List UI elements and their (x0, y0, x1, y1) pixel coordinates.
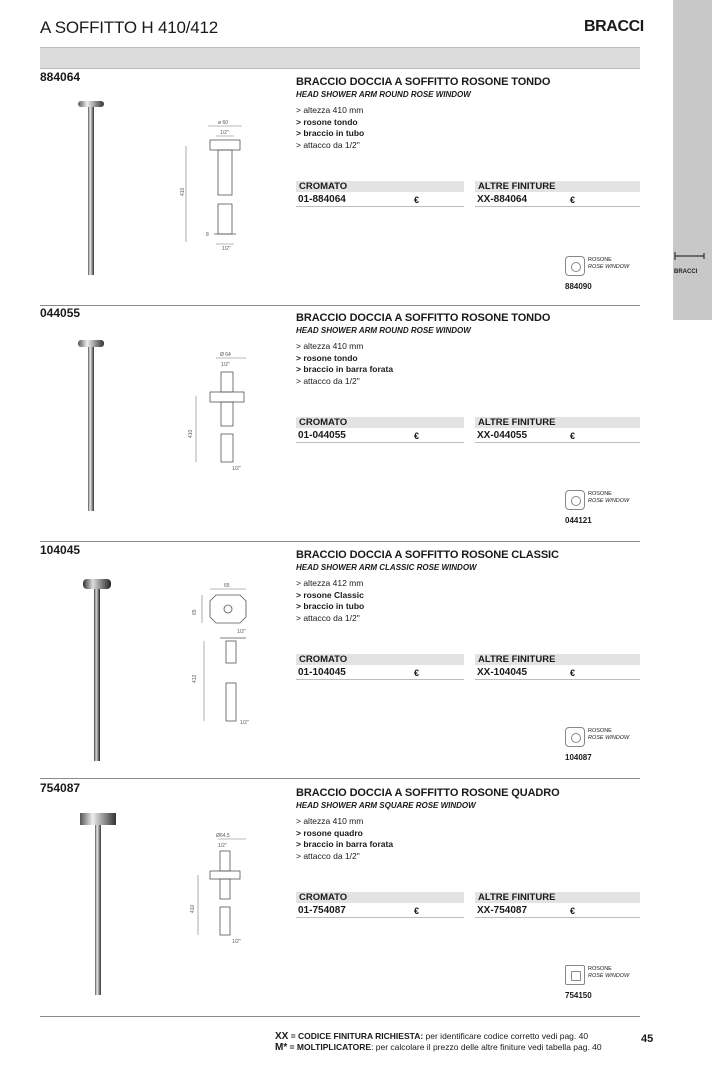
product-block (40, 306, 640, 542)
spec-item: > braccio in barra forata (296, 839, 394, 849)
product-subtitle: HEAD SHOWER ARM CLASSIC ROSE WINDOW (296, 563, 477, 572)
product-title: BRACCIO DOCCIA A SOFFITTO ROSONE QUADRO (296, 787, 560, 799)
alt-rose-label: ROSONE ROSE WINDOW (588, 728, 630, 741)
technical-drawing (190, 831, 270, 946)
dim-height: 412 (192, 674, 198, 683)
dim-thread-top: 1/2" (218, 843, 227, 849)
chrome-price (296, 654, 464, 684)
dim-height: 410 (188, 429, 194, 438)
page-number: 45 (641, 1033, 654, 1045)
technical-drawing (190, 583, 270, 728)
dim-thread-top: 1/2" (220, 130, 229, 136)
alt-rose-label: ROSONE ROSE WINDOW (588, 257, 630, 270)
spec-item: > altezza 412 mm (296, 578, 364, 588)
rose-window-icon (565, 727, 585, 747)
product-code: 044055 (40, 306, 81, 320)
rose-window-square-icon (565, 965, 585, 985)
alt-rose-code: 754150 (565, 991, 592, 1000)
product-block (40, 781, 640, 1011)
spec-item: > attacco da 1/2" (296, 375, 360, 386)
product-block (40, 70, 640, 306)
product-image (76, 336, 106, 516)
chrome-price (296, 417, 464, 447)
rose-window-icon (565, 256, 585, 276)
currency-symbol: € (570, 431, 576, 441)
chrome-header: CROMATO (296, 892, 464, 903)
product-image (76, 95, 106, 305)
other-finishes-code: XX-884064 (477, 194, 528, 205)
other-finishes-price (475, 892, 640, 922)
spec-item: > rosone Classic (296, 589, 364, 600)
chrome-code: 01-104045 (298, 667, 346, 678)
spec-item: > braccio in barra forata (296, 364, 394, 374)
spec-item: > altezza 410 mm (296, 341, 364, 351)
dim-thread-bottom: 1/2" (232, 939, 241, 945)
product-code: 104045 (40, 543, 81, 557)
spec-item: > altezza 410 mm (296, 105, 364, 115)
product-code: 884064 (40, 70, 81, 84)
spec-item: > rosone tondo (296, 116, 358, 127)
footer-note-m: M* = MOLTIPLICATORE: per calcolare il prezzo delle altre finiture vedi tabella pag. 40 (275, 1042, 602, 1053)
dim-thread-bottom: 1/2" (232, 466, 241, 472)
other-finishes-header: ALTRE FINITURE (475, 417, 640, 428)
dim-diameter: Ø64,5 (216, 833, 230, 839)
dim-thread-top: 1/2" (221, 362, 230, 368)
currency-symbol: € (570, 195, 576, 205)
spec-item: > attacco da 1/2" (296, 139, 360, 150)
spec-item: > attacco da 1/2" (296, 850, 360, 861)
spec-item: > braccio in tubo (296, 601, 365, 611)
spec-item: > rosone tondo (296, 352, 358, 363)
other-finishes-price (475, 417, 640, 447)
chrome-header: CROMATO (296, 654, 464, 665)
divider (40, 778, 640, 779)
other-finishes-code: XX-104045 (477, 667, 528, 678)
shower-arm-icon (674, 250, 708, 262)
alt-rose-code: 044121 (565, 516, 592, 525)
header-bar (40, 47, 640, 69)
dim-diameter: ø 60 (218, 120, 229, 126)
chrome-code: 01-884064 (298, 194, 346, 205)
footer-notes (275, 1031, 602, 1053)
other-finishes-code: XX-754087 (477, 905, 528, 916)
dim-thread-bottom: 1/2" (240, 720, 249, 726)
spec-item: > rosone quadro (296, 827, 363, 838)
chrome-price (296, 181, 464, 211)
product-image (78, 811, 118, 999)
product-subtitle: HEAD SHOWER ARM ROUND ROSE WINDOW (296, 90, 471, 99)
other-finishes-price (475, 654, 640, 684)
other-finishes-header: ALTRE FINITURE (475, 654, 640, 665)
spec-item: > braccio in tubo (296, 128, 365, 138)
alt-rose-label: ROSONE ROSE WINDOW (588, 491, 630, 504)
currency-symbol: € (414, 431, 420, 441)
rose-window-icon (565, 490, 585, 510)
footer-divider (40, 1016, 640, 1017)
technical-drawing (180, 118, 260, 253)
dim-height: 410 (180, 187, 186, 196)
product-subtitle: HEAD SHOWER ARM SQUARE ROSE WINDOW (296, 801, 476, 810)
spec-list (296, 578, 364, 624)
dim-height: 410 (190, 904, 196, 913)
product-block (40, 543, 640, 779)
currency-symbol: € (414, 668, 420, 678)
spec-list (296, 105, 364, 151)
other-finishes-header: ALTRE FINITURE (475, 181, 640, 192)
technical-drawing (188, 350, 268, 475)
alt-rose-code: 884090 (565, 282, 592, 291)
product-title: BRACCIO DOCCIA A SOFFITTO ROSONE TONDO (296, 312, 551, 324)
product-subtitle: HEAD SHOWER ARM ROUND ROSE WINDOW (296, 326, 471, 335)
product-image (80, 575, 114, 765)
dim-depth: 65 (192, 609, 198, 615)
dim-diameter: Ø 64 (220, 352, 231, 358)
other-finishes-price (475, 181, 640, 211)
currency-symbol: € (414, 906, 420, 916)
other-finishes-code: XX-044055 (477, 430, 528, 441)
spec-list (296, 341, 393, 387)
footer-note-xx: XX = CODICE FINITURA RICHIESTA: per identificare codice corretto vedi pag. 40 (275, 1031, 589, 1042)
divider (40, 541, 640, 542)
currency-symbol: € (570, 906, 576, 916)
chrome-price (296, 892, 464, 922)
dim-thread-top: 1/2" (237, 629, 246, 635)
spec-list (296, 816, 393, 862)
product-code: 754087 (40, 781, 81, 795)
dim-width: 65 (224, 583, 230, 589)
currency-symbol: € (414, 195, 420, 205)
chrome-code: 01-044055 (298, 430, 346, 441)
page-title: A SOFFITTO H 410/412 (40, 18, 219, 37)
chrome-header: CROMATO (296, 181, 464, 192)
spec-item: > attacco da 1/2" (296, 612, 360, 623)
product-title: BRACCIO DOCCIA A SOFFITTO ROSONE CLASSIC (296, 549, 559, 561)
alt-rose-label: ROSONE ROSE WINDOW (588, 966, 630, 979)
chrome-header: CROMATO (296, 417, 464, 428)
alt-rose-code: 104087 (565, 753, 592, 762)
section-label: BRACCI (584, 18, 644, 35)
side-tab-label: BRACCI (674, 269, 698, 275)
currency-symbol: € (570, 668, 576, 678)
dim-thread-bottom: 1/2" (222, 246, 231, 252)
dim-small: 8 (206, 232, 209, 238)
other-finishes-header: ALTRE FINITURE (475, 892, 640, 903)
product-title: BRACCIO DOCCIA A SOFFITTO ROSONE TONDO (296, 76, 551, 88)
chrome-code: 01-754087 (298, 905, 346, 916)
spec-item: > altezza 410 mm (296, 816, 364, 826)
